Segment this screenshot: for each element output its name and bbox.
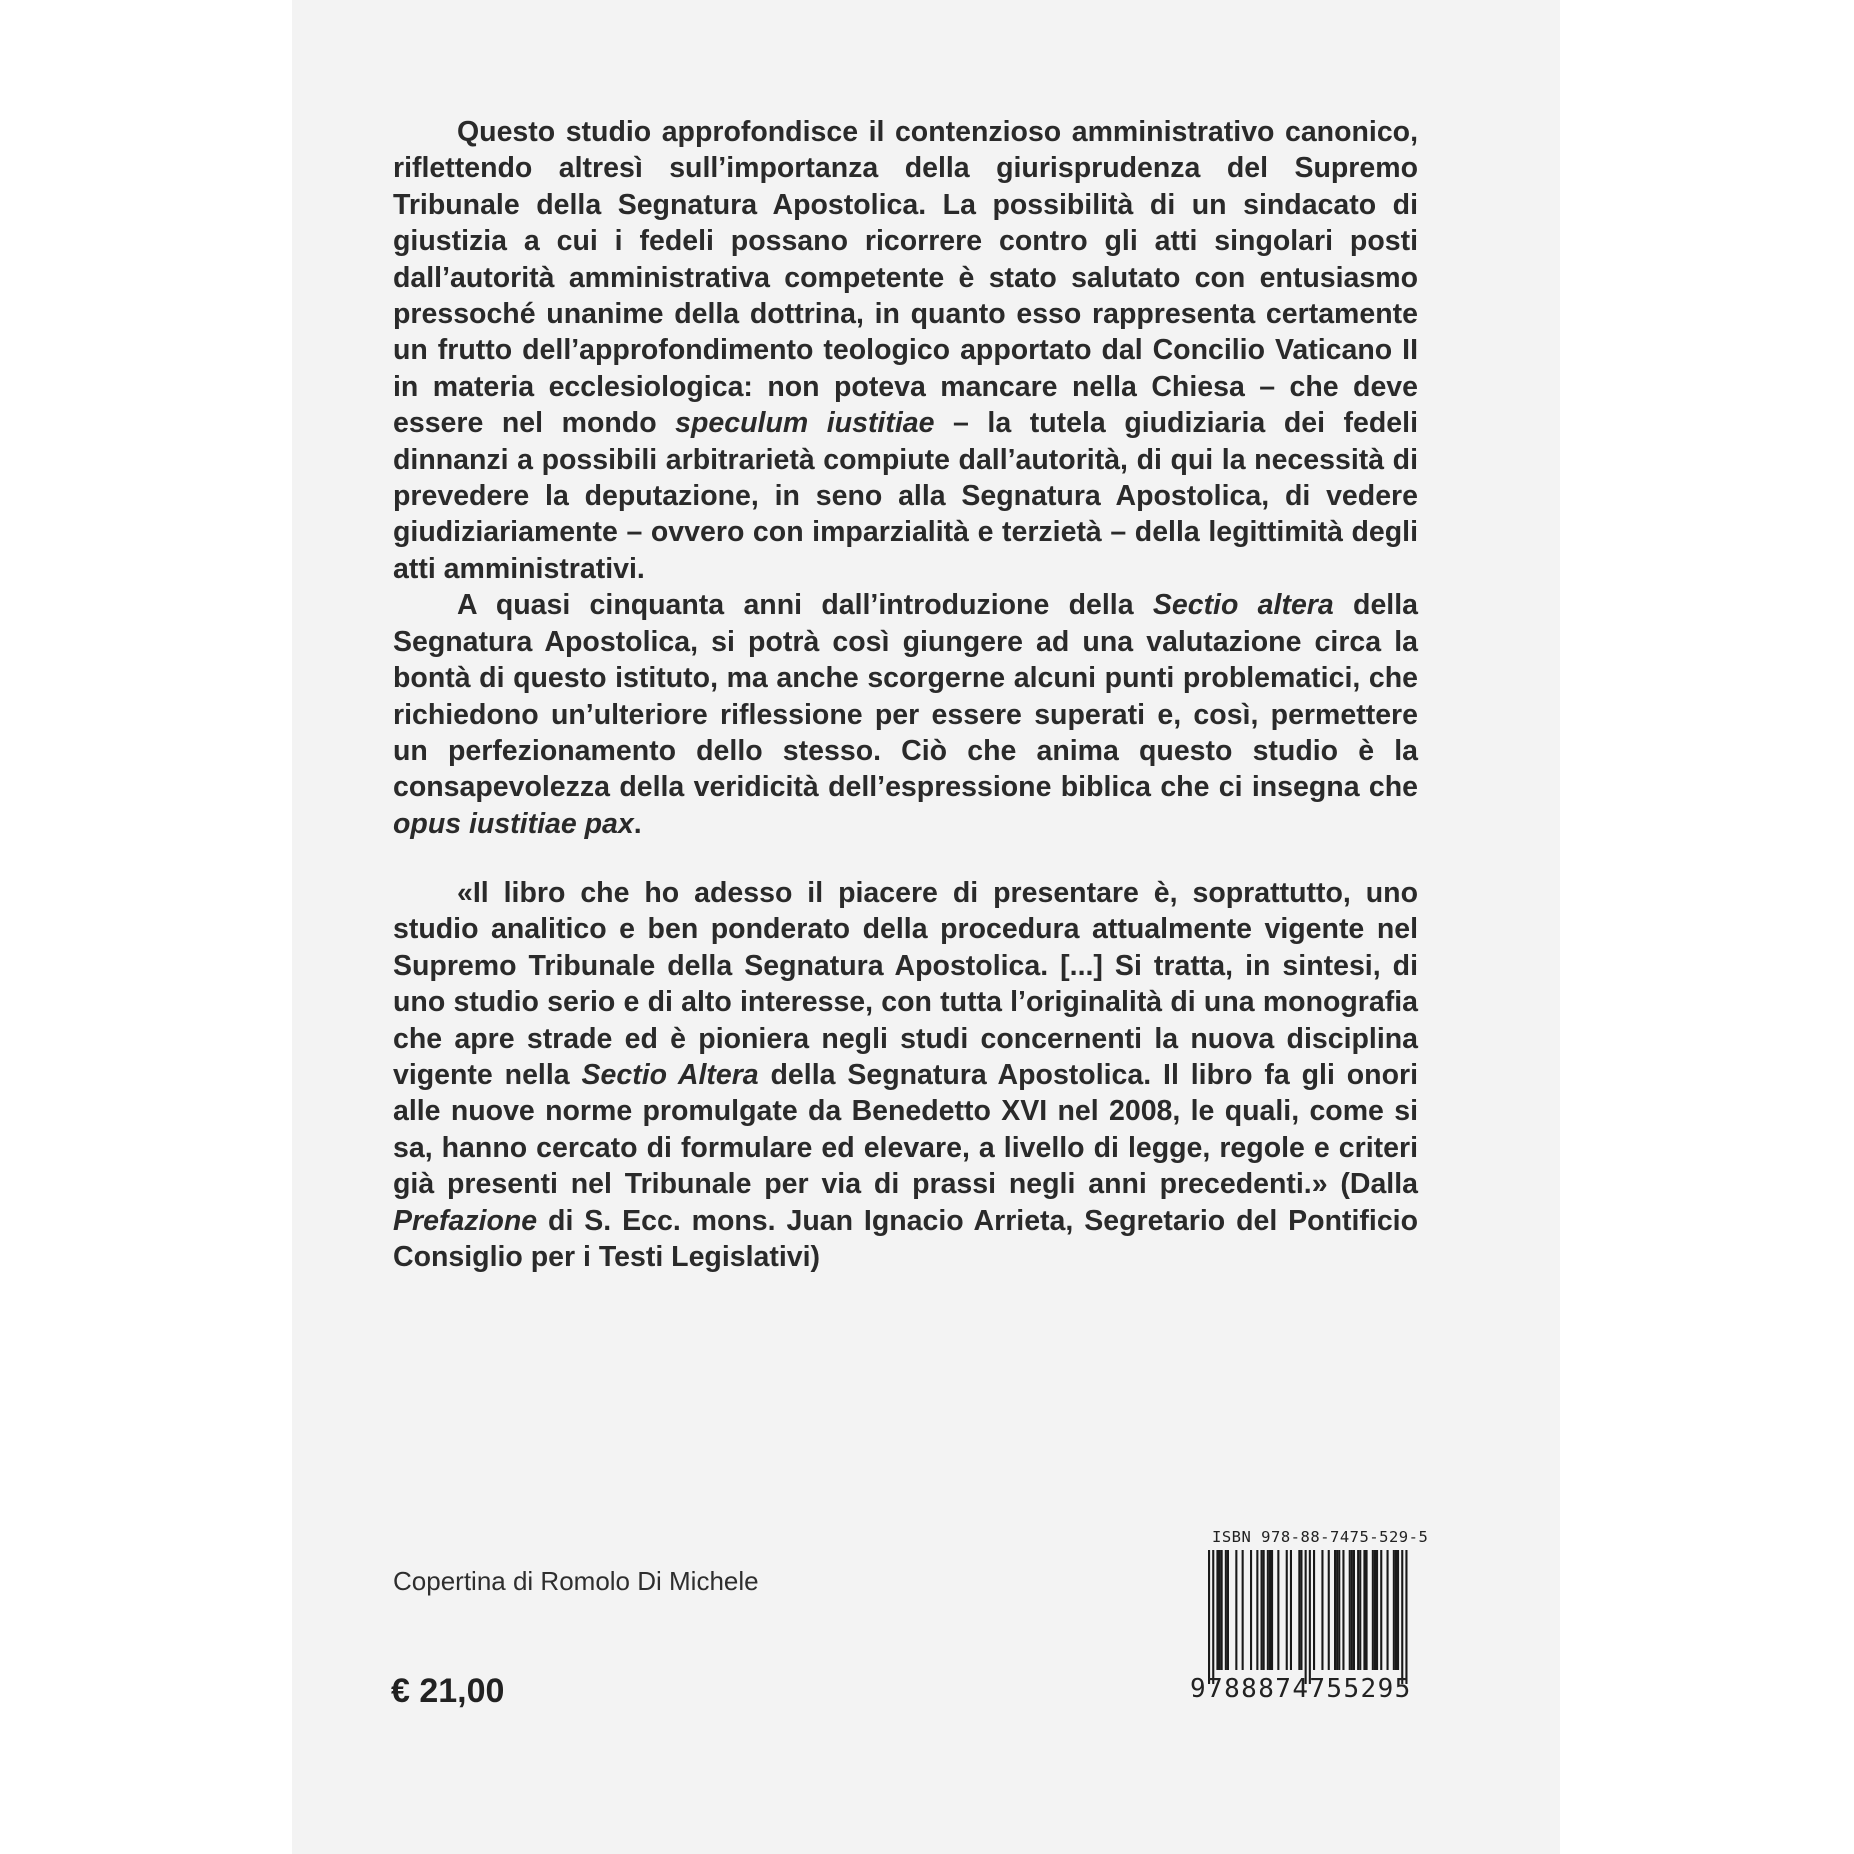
preface-quote-paragraph: [393, 875, 1418, 1275]
barcode-bar: [1387, 1550, 1389, 1670]
isbn-label: ISBN 978-88-7475-529-5: [1212, 1528, 1429, 1546]
barcode-bar: [1349, 1550, 1351, 1670]
text-run: di S. Ecc. mons. Juan Ignacio Arrieta, Segretario del Pontificio Consiglio per i Testi Legislativi): [393, 1204, 1418, 1274]
barcode-bar: [1256, 1550, 1258, 1670]
barcode-bar: [1263, 1550, 1265, 1670]
italic-term: Prefazione: [393, 1204, 538, 1237]
barcode-bar: [1376, 1550, 1378, 1670]
barcode-bar: [1380, 1550, 1382, 1670]
text-run: A quasi cinquanta anni dall’introduzione della: [457, 589, 1153, 622]
barcode-bar: [1321, 1550, 1323, 1670]
barcode-bar: [1374, 1550, 1376, 1670]
barcode-bar: [1359, 1550, 1361, 1670]
barcode-bar: [1250, 1550, 1252, 1670]
text-run: Questo studio approfondisce il contenzioso amministrativo canonico, riflettendo altresì sull’importanza della giurisprudenza del Supremo Tribunale della Segnatura Apostolica. La possibilità di un sindacato di giustizia a cui i fedeli possano ricorrere contro gli atti singolari posti dall’autorità amministrativa competente è stato salutato con entusiasmo pressoché unanime della dottrina, in quanto esso rappresenta certamente un frutto dell’approfondimento teologico apportato dal Concilio Vaticano II in materia ecclesiologica: non poteva mancare nella Chiesa – che deve essere nel mondo: [393, 116, 1418, 440]
text-run: della Segnatura Apostolica, si potrà così giungere ad una valutazione circa la bontà di questo istituto, ma anche scorgerne alcuni punti problematici, che richiedono un’ulteriore riflessione per essere superati e, così, permettere un perfezionamento dello stesso. Ciò che anima questo studio è la consapevolezza della veridicità dell’espressione biblica che ci insegna che: [393, 589, 1418, 804]
barcode-icon: [1190, 1550, 1420, 1690]
barcode-bar: [1363, 1550, 1365, 1670]
barcode-bar: [1342, 1550, 1344, 1670]
barcode-bar: [1353, 1550, 1355, 1670]
price: € 21,00: [391, 1672, 505, 1710]
barcode-bar: [1267, 1550, 1269, 1670]
barcode-bar: [1357, 1550, 1359, 1670]
barcode-bar: [1336, 1550, 1338, 1670]
barcode-bar: [1393, 1550, 1395, 1670]
text-run: .: [633, 807, 642, 840]
barcode-bar: [1328, 1550, 1330, 1670]
preface-quote: [393, 875, 1418, 1275]
blurb-paragraph-2: [393, 587, 1418, 842]
barcode-bar: [1300, 1550, 1302, 1670]
barcode-bar: [1277, 1550, 1279, 1670]
barcode-bar: [1221, 1550, 1223, 1670]
barcode-bar: [1338, 1550, 1340, 1670]
barcode-bar: [1269, 1550, 1271, 1670]
ean-digits: 9788874755295: [1190, 1674, 1412, 1704]
barcode-bar: [1305, 1550, 1307, 1684]
blurb-text: [393, 114, 1418, 842]
barcode-bar: [1212, 1550, 1214, 1684]
barcode-bar: [1242, 1550, 1244, 1670]
barcode-bar: [1216, 1550, 1218, 1670]
italic-term: Sectio Altera: [581, 1059, 759, 1092]
isbn-barcode: [1190, 1528, 1429, 1708]
barcode-bar: [1298, 1550, 1300, 1670]
barcode-bar: [1286, 1550, 1288, 1670]
barcode-bar: [1401, 1550, 1403, 1684]
barcode-bar: [1235, 1550, 1237, 1670]
barcode-bar: [1351, 1550, 1353, 1670]
barcode-bar: [1313, 1550, 1315, 1670]
barcode-bar: [1334, 1550, 1336, 1670]
text-run: – la tutela giudiziaria dei fedeli dinnanzi a possibili arbitrarietà compiute dall’autorità, di qui la necessità di prevedere la deputazione, in seno alla Segnatura Apostolica, di vedere giudiziariamente – ovvero con imparzialità e terzietà – della legittimità degli atti amministrativi.: [393, 407, 1418, 585]
cover-credit: Copertina di Romolo Di Michele: [393, 1566, 759, 1596]
barcode-bar: [1271, 1550, 1273, 1670]
barcode-bar: [1309, 1550, 1311, 1684]
text-run: «Il libro che ho adesso il piacere di presentare è, soprattutto, uno studio analitico e ben ponderato della procedura attualmente vigente nel Supremo Tribunale della Segnatura Apostolica. [...] Si tratta, in sintesi, di uno studio serio e di alto interesse, con tutta l’originalità di una monografia che apre strade ed è pioniera negli studi concernenti la nuova disciplina vigente nella: [393, 877, 1418, 1092]
barcode-bar: [1225, 1550, 1227, 1670]
italic-term: opus iustitiae pax: [393, 807, 634, 840]
text-run: della Segnatura Apostolica. Il libro fa gli onori alle nuove norme promulgate da Benedetto XVI nel 2008, le quali, come si sa, hanno cercato di formulare ed elevare, a livello di legge, regole e criteri già presenti nel Tribunale per via di prassi negli anni precedenti.» (Dalla: [393, 1059, 1418, 1201]
barcode-bar: [1290, 1550, 1292, 1670]
barcode-bar: [1219, 1550, 1221, 1670]
blurb-paragraph-1: [393, 114, 1418, 587]
barcode-bar: [1405, 1550, 1407, 1684]
barcode-bar: [1208, 1550, 1210, 1684]
barcode-bar: [1227, 1550, 1229, 1670]
barcode-bar: [1261, 1550, 1263, 1670]
barcode-bar: [1372, 1550, 1374, 1670]
italic-term: Sectio altera: [1152, 589, 1334, 622]
barcode-bar: [1397, 1550, 1399, 1670]
barcode-bar: [1395, 1550, 1397, 1670]
italic-term: speculum iustitiae: [675, 407, 935, 440]
barcode-bar: [1366, 1550, 1368, 1670]
